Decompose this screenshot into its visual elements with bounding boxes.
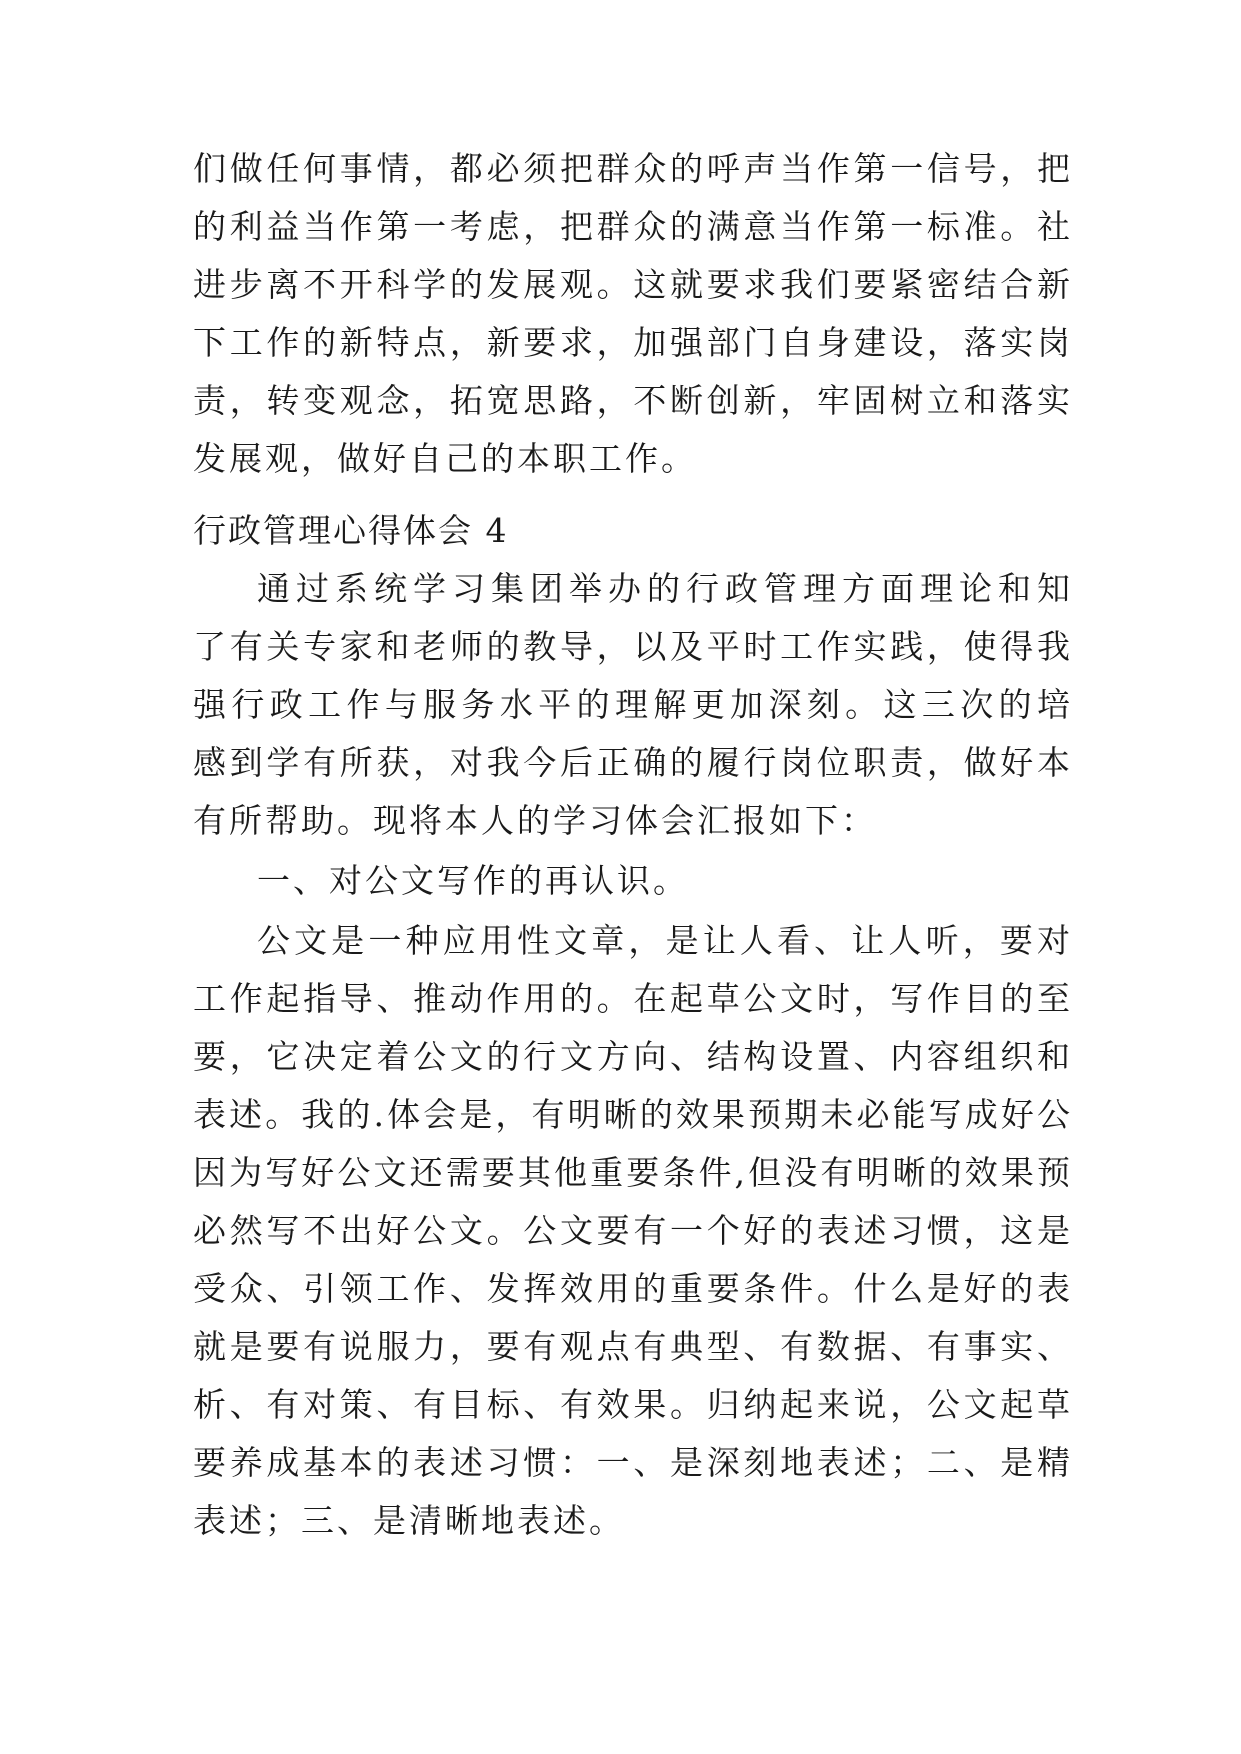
paragraph-line: 析、有对策、有目标、有效果。归纳起来说，公文起草 bbox=[193, 1385, 1073, 1424]
paragraph-line: 要，它决定着公文的行文方向、结构设置、内容组织和 bbox=[193, 1037, 1073, 1076]
paragraph-line: 发展观，做好自己的本职工作。 bbox=[193, 439, 697, 478]
paragraph-line: 必然写不出好公文。公文要有一个好的表述习惯，这是 bbox=[193, 1211, 1073, 1250]
paragraph-line: 了有关专家和老师的教导，以及平时工作实践，使得我 bbox=[193, 627, 1073, 666]
paragraph-line: 进步离不开科学的发展观。这就要求我们要紧密结合新 bbox=[193, 265, 1073, 304]
paragraph-line: 的利益当作第一考虑，把群众的满意当作第一标准。社 bbox=[193, 207, 1073, 246]
paragraph-body bbox=[193, 912, 1073, 1550]
paragraph-continuation bbox=[193, 140, 1073, 488]
paragraph-line: 通过系统学习集团举办的行政管理方面理论和知 bbox=[257, 569, 1073, 608]
paragraph-line: 感到学有所获，对我今后正确的履行岗位职责，做好本 bbox=[193, 743, 1073, 782]
paragraph-line: 公文是一种应用性文章，是让人看、让人听，要对 bbox=[257, 921, 1073, 960]
section-title-text: 行政管理心得体会 4 bbox=[193, 511, 509, 550]
paragraph-line: 表述；三、是清晰地表述。 bbox=[193, 1501, 625, 1540]
paragraph-line: 因为写好公文还需要其他重要条件,但没有明晰的效果预 bbox=[193, 1153, 1073, 1192]
section-title bbox=[193, 502, 1073, 560]
paragraph-line: 工作起指导、推动作用的。在起草公文时，写作目的至 bbox=[193, 979, 1073, 1018]
paragraph-line: 强行政工作与服务水平的理解更加深刻。这三次的培 bbox=[193, 685, 1073, 724]
paragraph-line: 就是要有说服力，要有观点有典型、有数据、有事实、 bbox=[193, 1327, 1073, 1366]
paragraph-line: 下工作的新特点，新要求，加强部门自身建设，落实岗 bbox=[193, 323, 1073, 362]
paragraph-line: 有所帮助。现将本人的学习体会汇报如下： bbox=[193, 801, 877, 840]
paragraph-line: 表述。我的.体会是，有明晰的效果预期未必能写成好公 bbox=[193, 1095, 1073, 1134]
subheading bbox=[193, 852, 1073, 910]
paragraph-intro bbox=[193, 560, 1073, 850]
paragraph-line: 要养成基本的表述习惯：一、是深刻地表述；二、是精 bbox=[193, 1443, 1073, 1482]
paragraph-line: 责，转变观念，拓宽思路，不断创新，牢固树立和落实 bbox=[193, 381, 1073, 420]
subheading-text: 一、对公文写作的再认识。 bbox=[257, 861, 689, 900]
paragraph-line: 受众、引领工作、发挥效用的重要条件。什么是好的表 bbox=[193, 1269, 1073, 1308]
paragraph-line: 们做任何事情，都必须把群众的呼声当作第一信号，把 bbox=[193, 149, 1073, 188]
